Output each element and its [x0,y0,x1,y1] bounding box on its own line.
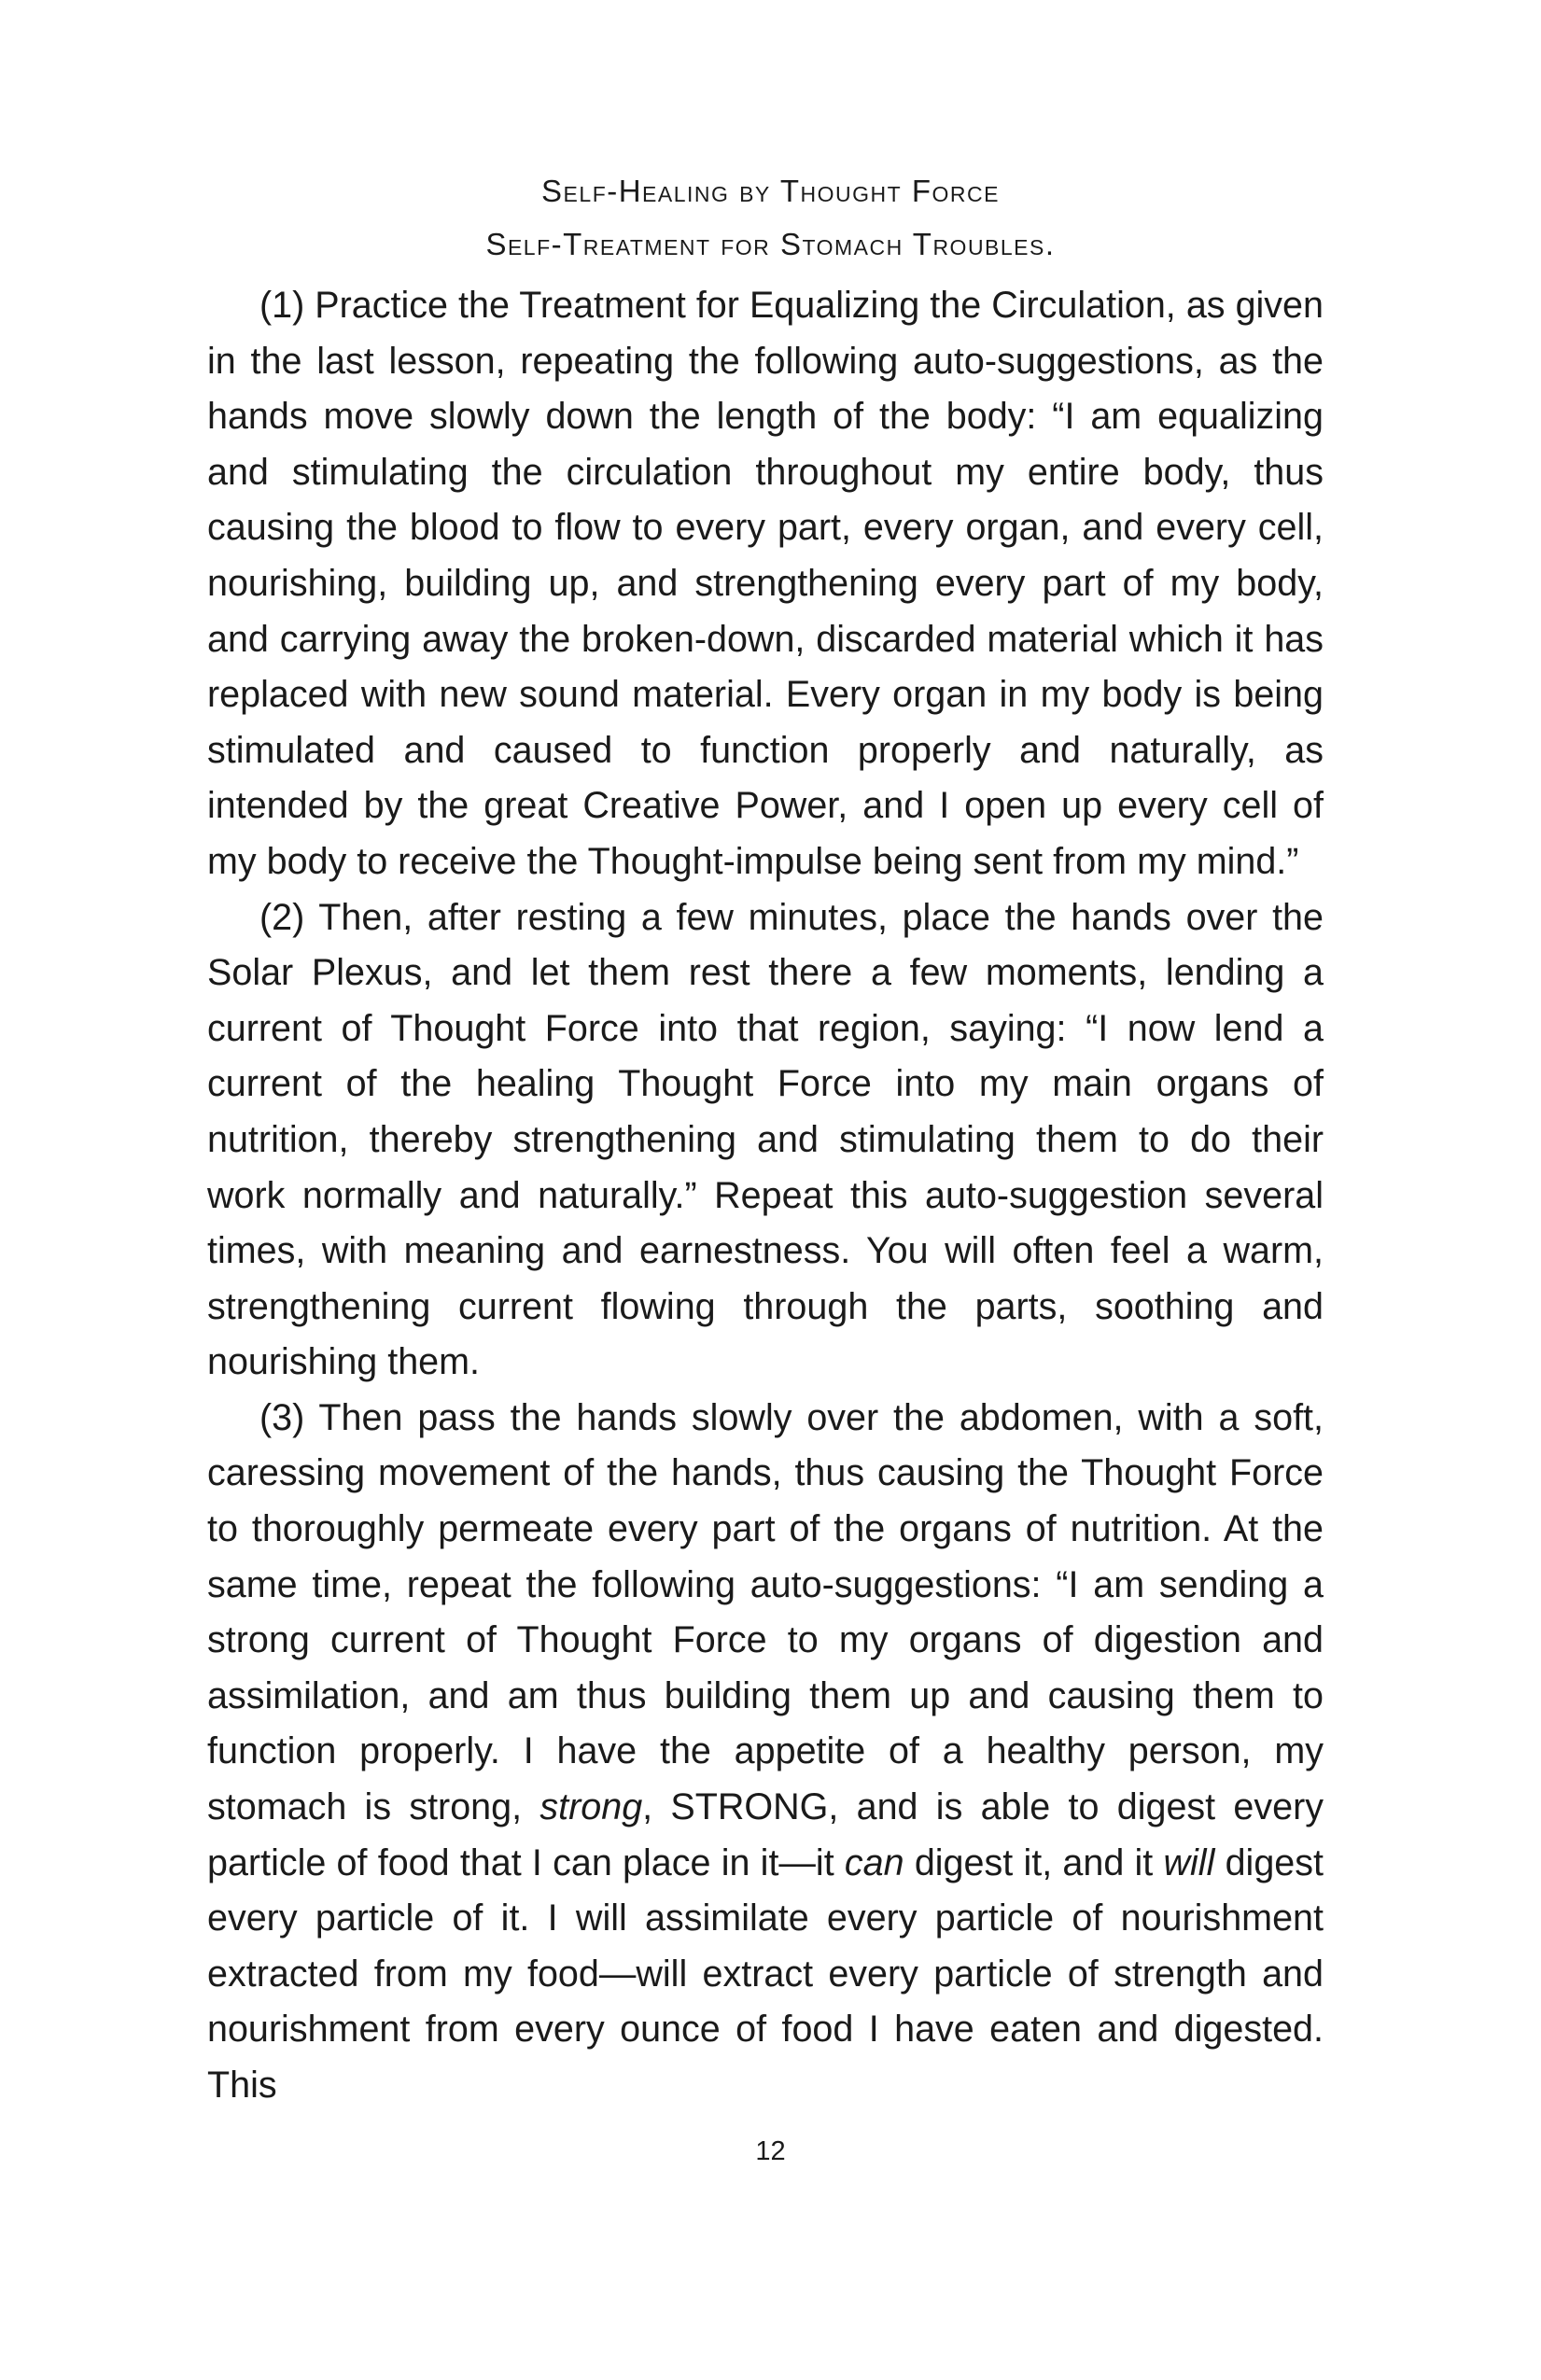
paragraph-3 [207,1391,1324,2114]
emphasis-strong: strong [539,1786,643,1828]
emphasis-can: can [844,1841,904,1883]
page-number: 12 [755,2136,786,2166]
running-head: Self-Healing by Thought Force [541,174,1000,208]
paragraph-3-text-1: (3) Then pass the hands slowly over the abdomen, with a soft, caressing movement of the hands, thus causing the Thought Force to thoroughly permeate every part of the organs of nutrition. At the same time, repeat the following auto-suggestions: “I am sending a strong current of Thought Force to my organs of digestion and assimilation, and am thus building them up and causing them to function properly. I have the appetite of a healthy person, my stomach is strong, [207,1396,1324,1828]
paragraph-3-text-2: , STRONG, and is able to digest every particle of food that I can place in it—it [207,1786,1324,1883]
paragraph-3-text-3: digest it, and it [904,1841,1164,1883]
emphasis-will: will [1163,1841,1215,1883]
paragraph-3-text-4: digest every particle of it. I will assimilate every particle of nourishment extracted from my food—will extract every particle of strength and nourishment from every ounce of food I have eaten and digested. This [207,1841,1324,2106]
paragraph-1: (1) Practice the Treatment for Equalizing the Circulation, as given in the last lesson, repeating the following auto-suggestions, as the hands move slowly down the length of the body: “I am equalizing and stimulating the circulation throughout my entire body, thus causing the blood to flow to every part, every organ, and every cell, nourishing, building up, and strengthening every part of my body, and carrying away the broken-down, discarded material which it has replaced with new sound material. Every organ in my body is being stimulated and caused to function properly and naturally, as intended by the great Creative Power, and I open up every cell of my body to receive the Thought-impulse being sent from my mind.” [207,285,1324,882]
paragraph-2: (2) Then, after resting a few minutes, place the hands over the Solar Plexus, and let them rest there a few moments, lending a current of Thought Force into that region, saying: “I now lend a current of the healing Thought Force into my main organs of nutrition, thereby strengthening and stimulating them to do their work normally and naturally.” Repeat this auto-suggestion several times, with meaning and earnestness. You will often feel a warm, strengthening current flowing through the parts, soothing and nourishing them. [207,896,1324,1383]
body-text [207,278,1324,2114]
section-title: Self-Treatment for Stomach Troubles. [485,227,1056,261]
